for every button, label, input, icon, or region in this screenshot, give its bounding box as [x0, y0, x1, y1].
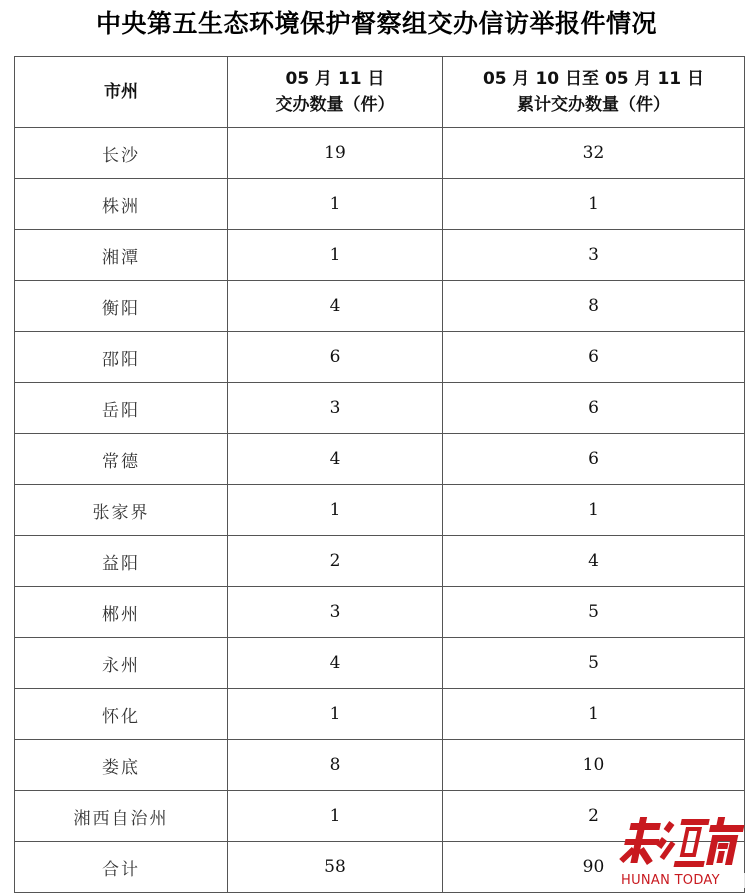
cell-cumulative-count: 1 — [443, 179, 745, 230]
cell-city: 邵阳 — [15, 332, 228, 383]
cell-city: 岳阳 — [15, 383, 228, 434]
cell-city: 湘潭 — [15, 230, 228, 281]
table-row — [15, 536, 745, 587]
table-row — [15, 689, 745, 740]
table-row — [15, 485, 745, 536]
cell-cumulative-count: 6 — [443, 383, 745, 434]
cell-city: 怀化 — [15, 689, 228, 740]
table-row — [15, 383, 745, 434]
cell-daily-count: 1 — [228, 791, 443, 842]
cell-daily-count: 2 — [228, 536, 443, 587]
cell-daily-count: 1 — [228, 689, 443, 740]
cell-cumulative-count: 5 — [443, 587, 745, 638]
cell-cumulative-count: 2 — [443, 791, 745, 842]
cell-city: 株洲 — [15, 179, 228, 230]
cell-daily-count: 19 — [228, 128, 443, 179]
cell-cumulative-count: 4 — [443, 536, 745, 587]
cell-city: 合计 — [15, 842, 228, 893]
cell-cumulative-count: 6 — [443, 434, 745, 485]
cell-daily-count: 58 — [228, 842, 443, 893]
column-header-city-label: 市州 — [104, 82, 138, 102]
table-row — [15, 434, 745, 485]
table-row — [15, 638, 745, 689]
table-row — [15, 230, 745, 281]
cell-cumulative-count: 8 — [443, 281, 745, 332]
cell-daily-count: 4 — [228, 434, 443, 485]
cell-daily-count: 1 — [228, 485, 443, 536]
watermark-subtitle: HUNAN TODAY — [621, 873, 747, 888]
cell-daily-count: 4 — [228, 638, 443, 689]
table-row — [15, 740, 745, 791]
table-row — [15, 332, 745, 383]
cell-city: 益阳 — [15, 536, 228, 587]
xinhunan-logo-icon — [617, 813, 747, 871]
page-title: 中央第五生态环境保护督察组交办信访举报件情况 — [95, 9, 657, 38]
cell-city: 长沙 — [15, 128, 228, 179]
hunan-today-watermark — [617, 813, 747, 891]
cell-daily-count: 3 — [228, 587, 443, 638]
cell-cumulative-count: 5 — [443, 638, 745, 689]
column-header-daily-date: 05 月 11 日 — [285, 69, 385, 89]
table-row — [15, 587, 745, 638]
cell-city: 常德 — [15, 434, 228, 485]
cell-cumulative-count: 1 — [443, 689, 745, 740]
table-row — [15, 281, 745, 332]
table-row — [15, 128, 745, 179]
table-row — [15, 179, 745, 230]
column-header-daily-count — [228, 57, 443, 128]
table-body — [15, 128, 745, 893]
cell-daily-count: 8 — [228, 740, 443, 791]
cell-city: 郴州 — [15, 587, 228, 638]
cell-cumulative-count: 90 — [443, 842, 745, 893]
column-header-daily-label: 交办数量（件） — [275, 95, 395, 115]
cell-cumulative-count: 10 — [443, 740, 745, 791]
cell-daily-count: 6 — [228, 332, 443, 383]
column-header-cumulative-label: 累计交办数量（件） — [517, 95, 670, 115]
cell-city: 张家界 — [15, 485, 228, 536]
cell-daily-count: 1 — [228, 230, 443, 281]
cell-cumulative-count: 3 — [443, 230, 745, 281]
cell-daily-count: 3 — [228, 383, 443, 434]
cell-city: 娄底 — [15, 740, 228, 791]
table-header-row — [15, 57, 745, 128]
cell-city: 衡阳 — [15, 281, 228, 332]
cell-cumulative-count: 6 — [443, 332, 745, 383]
column-header-cumulative-count — [443, 57, 745, 128]
cell-daily-count: 4 — [228, 281, 443, 332]
column-header-cumulative-range: 05 月 10 日至 05 月 11 日 — [482, 69, 705, 89]
cell-daily-count: 1 — [228, 179, 443, 230]
column-header-city — [15, 57, 228, 128]
cell-city: 永州 — [15, 638, 228, 689]
complaints-table — [14, 56, 745, 893]
cell-city: 湘西自治州 — [15, 791, 228, 842]
cell-cumulative-count: 32 — [443, 128, 745, 179]
cell-cumulative-count: 1 — [443, 485, 745, 536]
